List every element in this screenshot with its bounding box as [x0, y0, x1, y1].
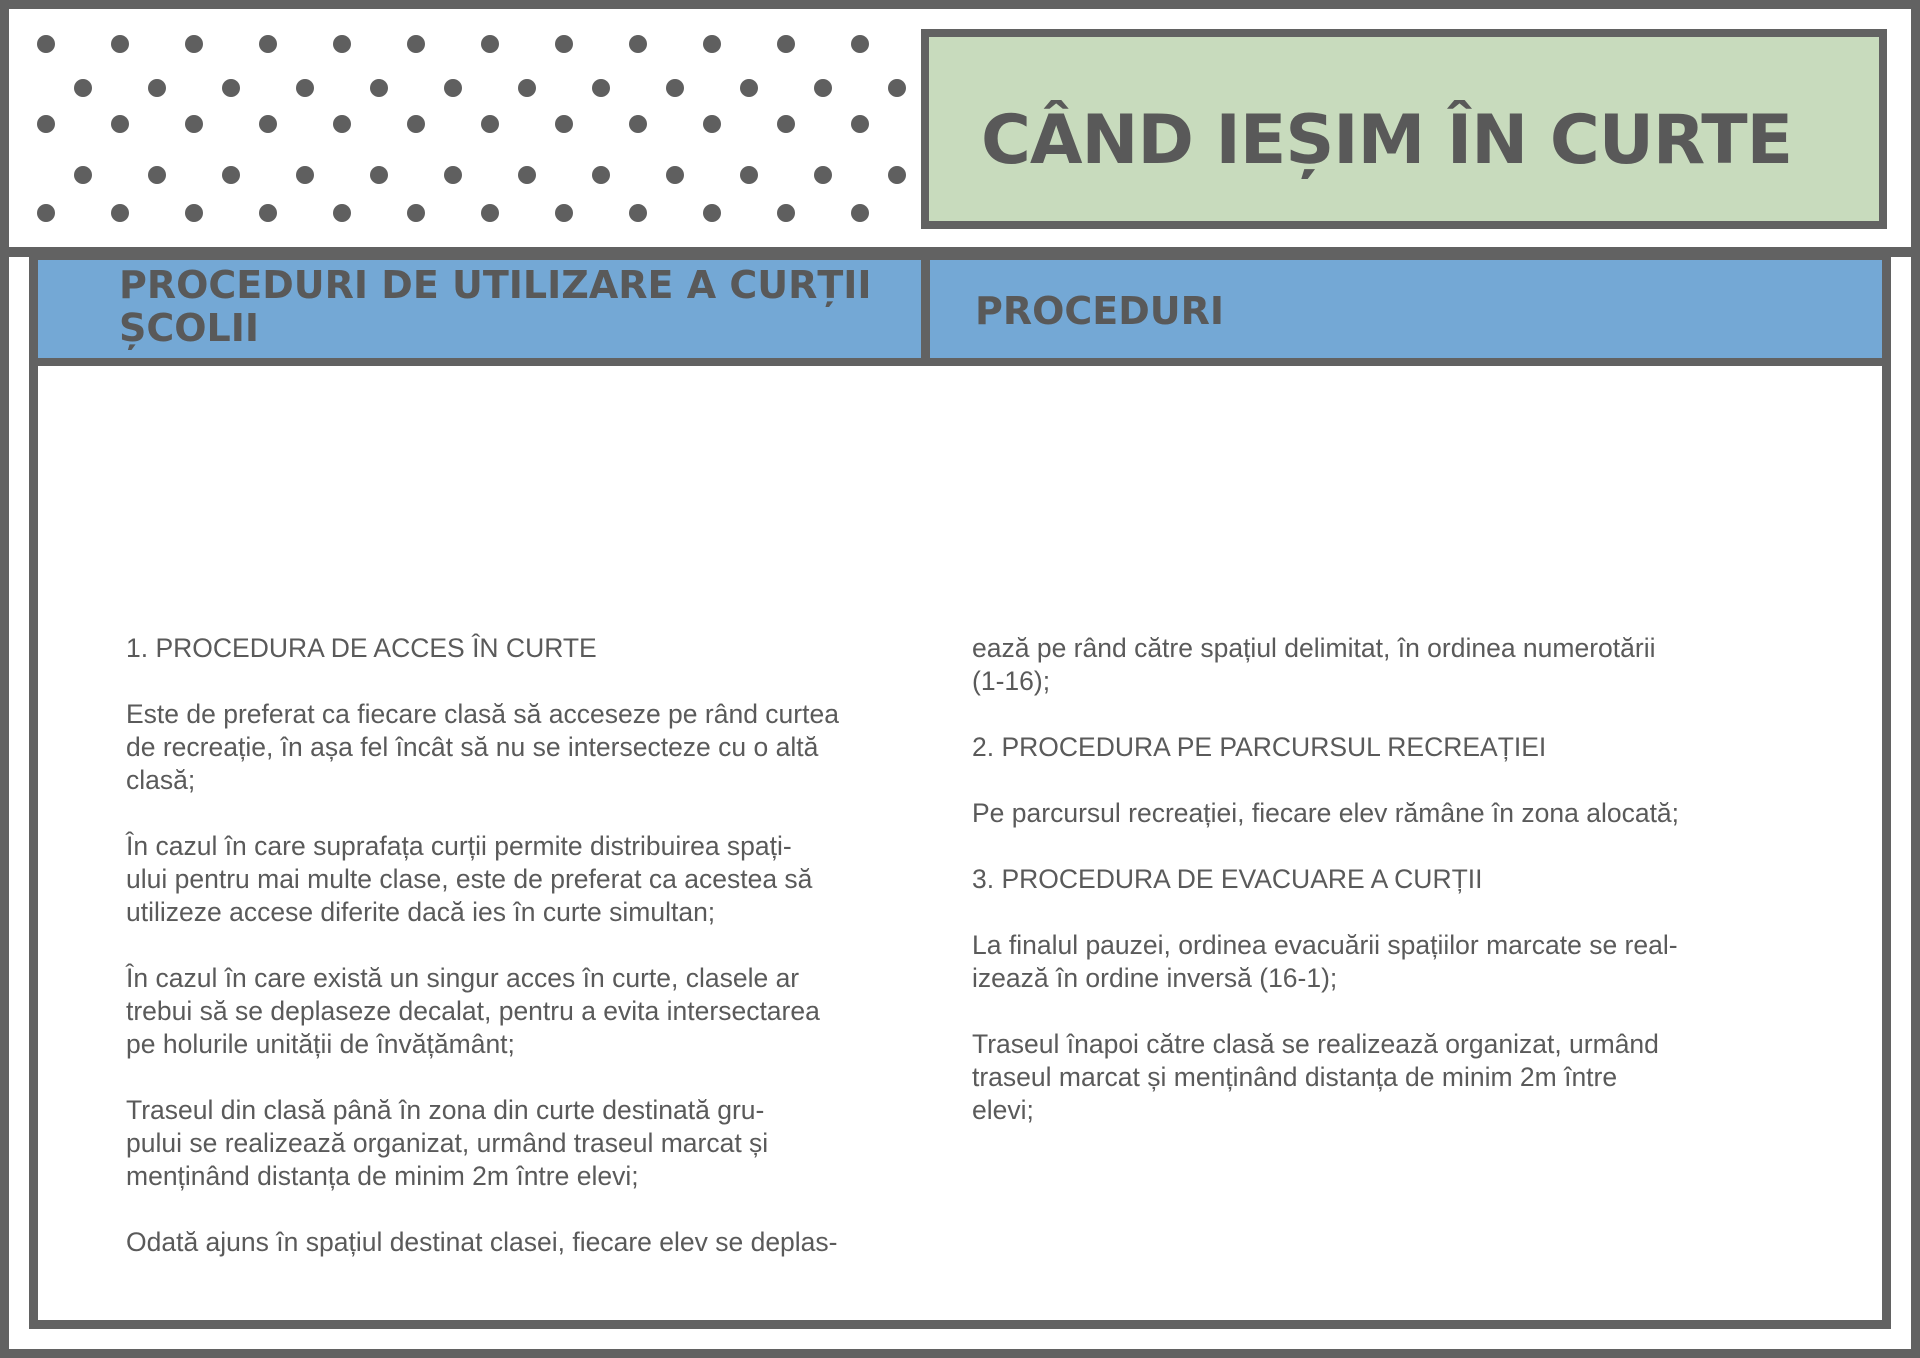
table-header — [38, 260, 1882, 366]
text-line: În cazul în care există un singur acces în curte, clasele ar — [126, 963, 800, 993]
decorative-dot — [111, 115, 129, 133]
text-line: Este de preferat ca fiecare clasă să acceseze pe rând curtea — [126, 699, 839, 729]
text-line: pului se realizează organizat, urmând traseul marcat și — [126, 1128, 769, 1158]
paragraph — [972, 1028, 1852, 1127]
decorative-dot — [777, 35, 795, 53]
header-left-line-1: PROCEDURI DE UTILIZARE A CURȚII — [119, 263, 872, 307]
decorative-dot — [222, 79, 240, 97]
decorative-dot — [629, 115, 647, 133]
text-line: de recreație, în așa fel încât să nu se intersecteze cu o altă — [126, 732, 819, 762]
text-line: ează pe rând către spațiul delimitat, în ordinea numerotării — [972, 633, 1656, 663]
header-procedures: PROCEDURI — [975, 289, 1225, 333]
right-column — [972, 632, 1852, 1160]
decorative-dot — [74, 166, 92, 184]
decorative-dot — [851, 115, 869, 133]
decorative-dot — [888, 166, 906, 184]
decorative-dot — [148, 79, 166, 97]
decorative-dot — [777, 204, 795, 222]
decorative-dot — [407, 204, 425, 222]
text-line: Traseul din clasă până în zona din curte destinată gru- — [126, 1095, 765, 1125]
decorative-dot — [481, 204, 499, 222]
text-line: 1. PROCEDURA DE ACCES ÎN CURTE — [126, 633, 597, 663]
text-line: izează în ordine inversă (16-1); — [972, 963, 1338, 993]
title-box — [921, 29, 1887, 229]
text-line: clasă; — [126, 765, 196, 795]
decorative-dot — [592, 79, 610, 97]
decorative-dot — [185, 35, 203, 53]
decorative-dot — [629, 35, 647, 53]
decorative-dot — [666, 166, 684, 184]
decorative-dot — [777, 115, 795, 133]
decorative-dot — [703, 115, 721, 133]
text-line: (1-16); — [972, 666, 1051, 696]
decorative-dot — [518, 79, 536, 97]
paragraph — [126, 1094, 976, 1193]
decorative-dot — [481, 115, 499, 133]
decorative-dot — [222, 166, 240, 184]
header-usage-procedures — [119, 264, 919, 350]
decorative-dot — [185, 204, 203, 222]
decorative-dot — [851, 35, 869, 53]
paragraph — [972, 929, 1852, 995]
text-line: traseul marcat și menținând distanța de minim 2m între — [972, 1062, 1618, 1092]
decorative-dot — [518, 166, 536, 184]
text-line: utilizeze accese diferite dacă ies în curte simultan; — [126, 897, 716, 927]
decorative-dot — [296, 166, 314, 184]
decorative-dot — [259, 204, 277, 222]
decorative-dot — [333, 35, 351, 53]
text-line: La finalul pauzei, ordinea evacuării spațiilor marcate se real- — [972, 930, 1678, 960]
decorative-dot — [481, 35, 499, 53]
decorative-dot — [555, 35, 573, 53]
paragraph — [126, 962, 976, 1061]
text-line: În cazul în care suprafața curții permite distribuirea spați- — [126, 831, 792, 861]
decorative-dot — [629, 204, 647, 222]
decorative-dot — [444, 79, 462, 97]
decorative-dot — [37, 35, 55, 53]
decorative-dot — [703, 35, 721, 53]
decorative-dot — [37, 115, 55, 133]
decorative-dot — [296, 79, 314, 97]
decorative-dot — [444, 166, 462, 184]
text-line: ului pentru mai multe clase, este de preferat ca acestea să — [126, 864, 813, 894]
decorative-dot — [185, 115, 203, 133]
header-divider — [921, 260, 930, 358]
paragraph — [972, 797, 1852, 830]
paragraph — [126, 830, 976, 929]
decorative-dot — [851, 204, 869, 222]
decorative-dot — [74, 79, 92, 97]
decorative-dot — [111, 35, 129, 53]
paragraph — [126, 1226, 976, 1259]
decorative-dot — [740, 79, 758, 97]
decorative-dot — [666, 79, 684, 97]
page-title: CÂND IEȘIM ÎN CURTE — [981, 101, 1793, 180]
text-line: Pe parcursul recreației, fiecare elev rămâne în zona alocată; — [972, 798, 1680, 828]
decorative-dot — [407, 115, 425, 133]
decorative-dot — [814, 166, 832, 184]
text-line: Traseul înapoi către clasă se realizează organizat, urmând — [972, 1029, 1659, 1059]
left-column — [126, 632, 976, 1292]
paragraph — [126, 698, 976, 797]
text-line: 2. PROCEDURA PE PARCURSUL RECREAȚIEI — [972, 732, 1547, 762]
decorative-dot — [370, 79, 388, 97]
procedures-table — [29, 251, 1891, 1329]
text-line: pe holurile unității de învățământ; — [126, 1029, 515, 1059]
text-line: menținând distanța de minim 2m între elevi; — [126, 1161, 639, 1191]
decorative-dot — [888, 79, 906, 97]
text-line: elevi; — [972, 1095, 1034, 1125]
decorative-dot — [148, 166, 166, 184]
decorative-dot — [333, 115, 351, 133]
decorative-dot — [259, 115, 277, 133]
decorative-dot — [740, 166, 758, 184]
decorative-dot — [111, 204, 129, 222]
decorative-dot — [555, 115, 573, 133]
decorative-dot — [370, 166, 388, 184]
decorative-dot — [333, 204, 351, 222]
section-heading-recess — [972, 731, 1852, 764]
header-left-line-2: ȘCOLII — [119, 306, 260, 350]
decorative-dot — [407, 35, 425, 53]
decorative-dot — [814, 79, 832, 97]
decorative-dot — [555, 204, 573, 222]
section-heading-evacuation — [972, 863, 1852, 896]
decorative-dot — [592, 166, 610, 184]
decorative-dot — [37, 204, 55, 222]
section-heading-access — [126, 632, 976, 665]
decorative-dot — [703, 204, 721, 222]
decorative-dot — [259, 35, 277, 53]
text-line: trebui să se deplaseze decalat, pentru a evita intersectarea — [126, 996, 820, 1026]
text-line: Odată ajuns în spațiul destinat clasei, fiecare elev se deplas- — [126, 1227, 838, 1257]
text-line: 3. PROCEDURA DE EVACUARE A CURȚII — [972, 864, 1483, 894]
dot-pattern — [9, 9, 921, 247]
paragraph — [972, 632, 1852, 698]
